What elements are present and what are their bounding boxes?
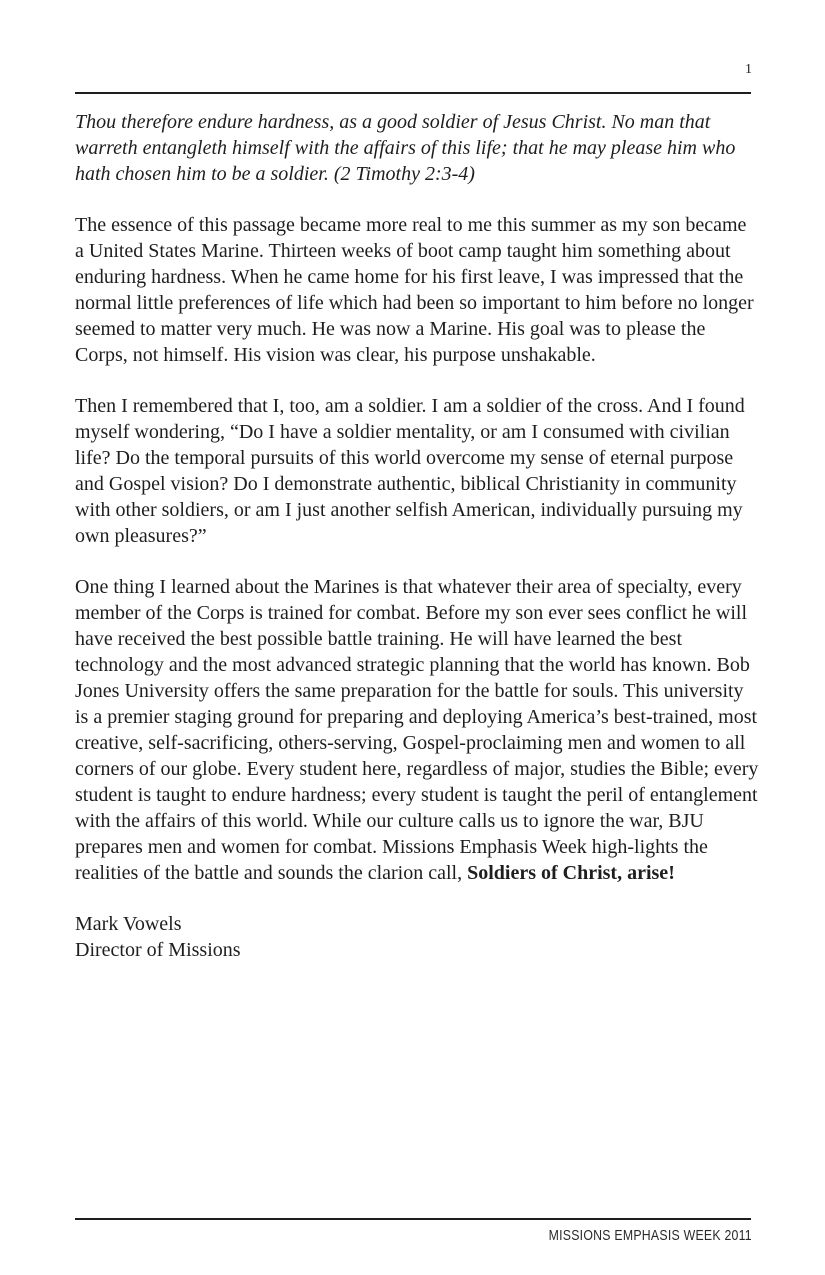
bottom-divider [75,1218,751,1220]
page-content [75,109,759,963]
body-paragraph-3 [75,574,759,886]
body-paragraph-2: Then I remembered that I, too, am a soldier. I am a soldier of the cross. And I found myself wondering, “Do I have a soldier mentality, or am I consumed with civilian life? Do the temporal pursuits of this world overcome my sense of eternal purpose and Gospel vision? Do I demonstrate authentic, biblical Christianity in community with other soldiers, or am I just another selfish American, individually pursuing my own pleasures?” [75,395,745,547]
body-paragraph-3-text: One thing I learned about the Marines is that whatever their area of specialty, every member of the Corps is trained for combat. Before my son ever sees conflict he will have received the best possible battle training. He will have learned the best technology and the most advanced strategic planning that the world has known. Bob Jones University offers the same preparation for the battle for souls. This university is a premier staging ground for preparing and deploying America’s best-trained, most creative, self-sacrificing, others-serving, Gospel-proclaiming men and women to all corners of our globe. Every student here, regardless of major, studies the Bible; every student is taught to endure hardness; every student is taught the peril of entanglement with the affairs of this world. While our culture calls us to ignore the war, BJU prepares men and women for combat. Missions Emphasis Week high-lights the realities of the battle and sounds the clarion call, [75,576,759,884]
top-divider [75,92,751,94]
signature-name: Mark Vowels [75,913,182,935]
running-footer: MISSIONS EMPHASIS WEEK 2011 [548,1227,752,1244]
signature-title: Director of Missions [75,939,241,961]
signature-block [75,911,759,963]
closing-call-bold: Soldiers of Christ, arise! [467,862,675,884]
body-paragraph-1: The essence of this passage became more real to me this summer as my son became a United States Marine. Thirteen weeks of boot camp taught him something about enduring hardness. When he came home for his first leave, I was impressed that the normal little preferences of life which had been so important to him before no longer seemed to matter very much. He was now a Marine. His goal was to please the Corps, not himself. His vision was clear, his purpose unshakable. [75,214,754,366]
page-number: 1 [745,62,752,77]
scripture-epigraph: Thou therefore endure hardness, as a good soldier of Jesus Christ. No man that warreth entangleth himself with the affairs of this life; that he may please him who hath chosen him to be a soldier. (2 Timothy 2:3-4) [75,111,736,185]
